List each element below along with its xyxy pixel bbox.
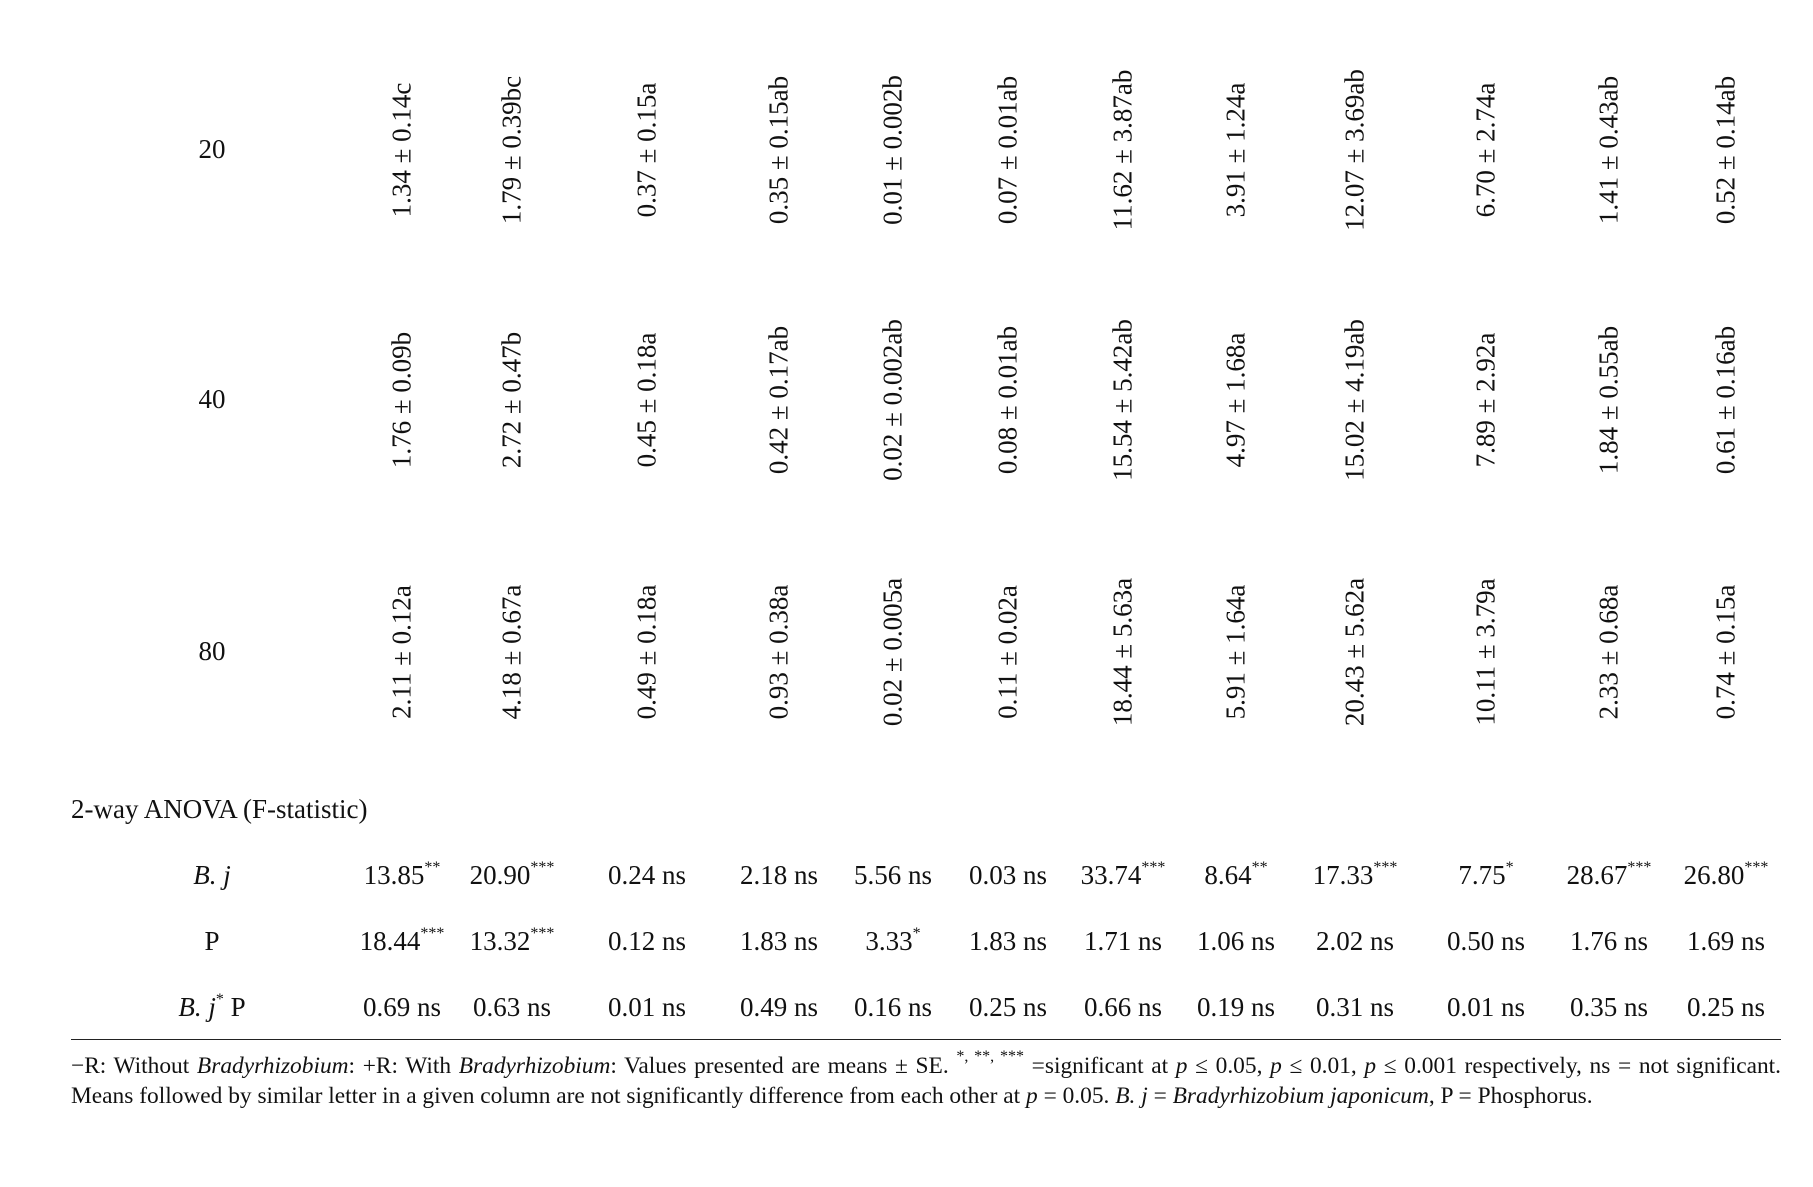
significance-mark: *** <box>1744 859 1769 876</box>
anova-cell: 1.83 ns <box>739 926 818 956</box>
cell-value: 1.84 ± 0.55ab <box>1593 325 1624 475</box>
cell-value: 15.54 ± 5.42ab <box>1107 319 1138 481</box>
cell-value: 12.07 ± 3.69ab <box>1339 69 1370 231</box>
significance-mark: *** <box>1627 859 1652 876</box>
cell-value: 0.37 ± 0.15a <box>631 82 662 218</box>
anova-cell: 0.49 ns <box>739 992 818 1022</box>
significance-marks: *, **, *** <box>956 1048 1024 1065</box>
anova-cell: 0.50 ns <box>1446 926 1525 956</box>
cell-value: 0.02 ± 0.002ab <box>877 319 908 481</box>
cell-value: 0.93 ± 0.38a <box>763 584 794 720</box>
anova-title: 2-way ANOVA (F-statistic) <box>71 794 368 824</box>
cell-value: 6.70 ± 2.74a <box>1470 82 1501 218</box>
cell-value: 0.74 ± 0.15a <box>1710 584 1741 720</box>
anova-cell: 0.25 ns <box>968 992 1047 1022</box>
anova-cell: 0.31 ns <box>1315 992 1394 1022</box>
anova-cell: 0.01 ns <box>1446 992 1525 1022</box>
cell-value: 0.42 ± 0.17ab <box>763 325 794 475</box>
anova-cell: 0.12 ns <box>607 926 686 956</box>
anova-cell: 0.63 ns <box>472 992 551 1022</box>
cell-value: 11.62 ± 3.87ab <box>1107 69 1138 231</box>
cell-value: 0.45 ± 0.18a <box>631 332 662 468</box>
anova-cell: 0.03 ns <box>968 860 1047 890</box>
table-footnote: −R: Without Bradyrhizobium: +R: With Bradyrhizobium: Values presented are means ± SE. *, **, *** =significant at p ≤ 0.05, p ≤ 0.01, p ≤ 0.001 respectively, ns = not significant. Means followed by similar letter in a given column are not significantly difference from each other at p = 0.05. B. j = Bradyrhizobium japonicum, P = Phosphorus. <box>71 1048 1781 1109</box>
cell-value: 0.52 ± 0.14ab <box>1710 75 1741 225</box>
significance-mark: *** <box>420 925 445 942</box>
anova-cell: 0.16 ns <box>853 992 932 1022</box>
anova-cell: 0.69 ns <box>362 992 441 1022</box>
cell-value: 0.49 ± 0.18a <box>631 584 662 720</box>
cell-value: 4.97 ± 1.68a <box>1220 332 1251 468</box>
cell-value: 0.02 ± 0.005a <box>877 577 908 727</box>
anova-row-label: B. j* P <box>178 991 246 1022</box>
cell-value: 0.01 ± 0.002b <box>877 75 908 225</box>
anova-cell: 17.33*** <box>1312 859 1398 890</box>
anova-cell: 2.18 ns <box>739 860 818 890</box>
significance-mark: ** <box>424 859 441 876</box>
anova-cell: 26.80*** <box>1683 859 1769 890</box>
anova-cell: 13.85** <box>363 859 441 890</box>
cell-value: 1.41 ± 0.43ab <box>1593 75 1624 225</box>
anova-cell: 1.69 ns <box>1686 926 1765 956</box>
cell-value: 0.08 ± 0.01ab <box>992 325 1023 475</box>
row-level-label: 40 <box>198 384 226 414</box>
cell-value: 7.89 ± 2.92a <box>1470 332 1501 468</box>
cell-value: 0.61 ± 0.16ab <box>1710 325 1741 475</box>
anova-cell: 18.44*** <box>359 925 445 956</box>
anova-cell: 20.90*** <box>469 859 555 890</box>
cell-value: 10.11 ± 3.79a <box>1470 578 1501 726</box>
anova-row-label: B. j <box>193 860 231 890</box>
anova-cell: 1.83 ns <box>968 926 1047 956</box>
anova-cell: 13.32*** <box>469 925 555 956</box>
row-level-label: 80 <box>198 636 226 666</box>
cell-value: 18.44 ± 5.63a <box>1107 577 1138 727</box>
cell-value: 4.18 ± 0.67a <box>496 584 527 720</box>
anova-cell: 0.35 ns <box>1569 992 1648 1022</box>
anova-cell: 1.76 ns <box>1569 926 1648 956</box>
anova-cell: 28.67*** <box>1566 859 1652 890</box>
significance-mark: * <box>1505 859 1514 876</box>
significance-mark: * <box>912 925 921 942</box>
cell-value: 1.79 ± 0.39bc <box>496 75 527 225</box>
cell-value: 1.34 ± 0.14c <box>386 82 417 218</box>
table-bottom-rule <box>71 1039 1781 1040</box>
anova-cell: 0.19 ns <box>1196 992 1275 1022</box>
cell-value: 0.11 ± 0.02a <box>992 585 1023 719</box>
significance-mark: *** <box>530 925 555 942</box>
anova-cell: 1.06 ns <box>1196 926 1275 956</box>
anova-cell: 0.24 ns <box>607 860 686 890</box>
anova-cell: 7.75* <box>1458 859 1514 890</box>
anova-cell: 0.25 ns <box>1686 992 1765 1022</box>
cell-value: 2.11 ± 0.12a <box>386 585 417 719</box>
anova-cell: 8.64** <box>1204 859 1268 890</box>
significance-mark: ** <box>1251 859 1268 876</box>
cell-value: 0.35 ± 0.15ab <box>763 75 794 225</box>
anova-cell: 33.74*** <box>1080 859 1166 890</box>
anova-cell: 2.02 ns <box>1315 926 1394 956</box>
cell-value: 1.76 ± 0.09b <box>386 331 417 469</box>
anova-cell: 3.33* <box>865 925 921 956</box>
cell-value: 2.72 ± 0.47b <box>496 331 527 469</box>
anova-row-label: P <box>204 926 220 956</box>
anova-cell: 0.01 ns <box>607 992 686 1022</box>
significance-mark: *** <box>530 859 555 876</box>
anova-cell: 0.66 ns <box>1083 992 1162 1022</box>
cell-value: 0.07 ± 0.01ab <box>992 75 1023 225</box>
row-level-label: 20 <box>198 134 226 164</box>
significance-mark: *** <box>1373 859 1398 876</box>
anova-cell: 5.56 ns <box>853 860 932 890</box>
anova-cell: 1.71 ns <box>1083 926 1162 956</box>
cell-value: 20.43 ± 5.62a <box>1339 577 1370 727</box>
significance-mark: *** <box>1141 859 1166 876</box>
cell-value: 3.91 ± 1.24a <box>1220 82 1251 218</box>
cell-value: 2.33 ± 0.68a <box>1593 584 1624 720</box>
cell-value: 15.02 ± 4.19ab <box>1339 319 1370 481</box>
cell-value: 5.91 ± 1.64a <box>1220 584 1251 720</box>
